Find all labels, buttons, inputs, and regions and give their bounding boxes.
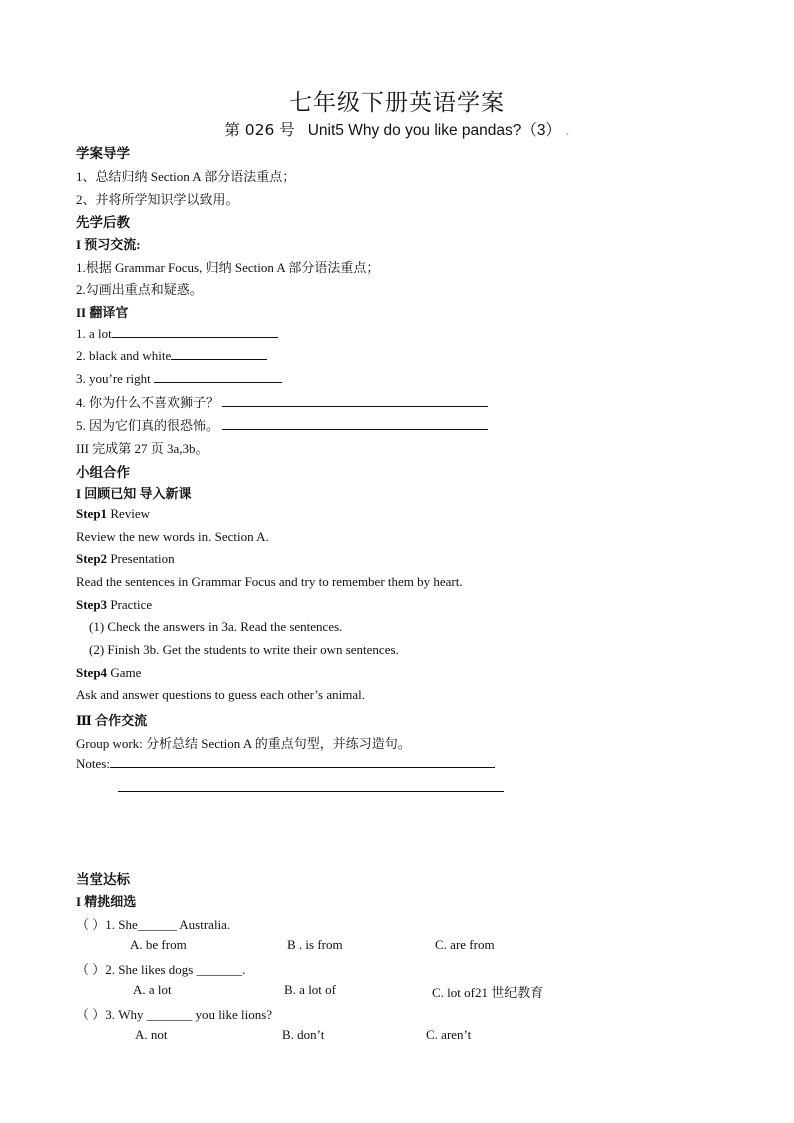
section-heading-group: 小组合作 <box>76 465 130 481</box>
unit-title: Unit5 Why do you like pandas?（3） <box>307 122 562 139</box>
step-label: Step4 <box>76 665 108 680</box>
guide-item-1: 1、总结归纳 Section A 部分语法重点； <box>76 169 296 184</box>
translate-item-2 <box>76 347 267 364</box>
question-2-stem: （ ）2. She likes dogs _______. <box>76 962 246 977</box>
pre-part1-heading: I 预习交流: <box>76 237 141 252</box>
answer-blank[interactable] <box>112 325 278 338</box>
step3-title <box>76 597 152 613</box>
q2-option-a[interactable]: A. a lot <box>133 982 172 997</box>
answer-blank[interactable] <box>171 347 267 360</box>
section-heading-pre: 先学后教 <box>76 215 130 231</box>
notes-blank[interactable] <box>118 779 504 792</box>
pre-part2-heading: II 翻译官 <box>76 305 129 320</box>
pre-part1-item-2: 2.勾画出重点和疑惑。 <box>76 282 203 297</box>
guide-item-2: 2、并将所学知识学以致用。 <box>76 192 239 207</box>
subtitle-mark: . <box>565 122 570 139</box>
q2-option-b[interactable]: B. a lot of <box>284 982 336 997</box>
step-label: Step2 <box>76 551 108 566</box>
step2-title <box>76 551 175 567</box>
step-label: Step1 <box>76 506 108 521</box>
section-heading-test: 当堂达标 <box>76 872 130 888</box>
q1-option-b[interactable]: B . is from <box>287 937 343 952</box>
step-name: Practice <box>110 597 153 612</box>
step1-title <box>76 506 150 522</box>
q3-option-a[interactable]: A. not <box>135 1027 168 1042</box>
notes-line <box>76 755 495 772</box>
q2-option-c[interactable]: C. lot of <box>432 985 475 1000</box>
group-part3-heading: Ⅲ 合作交流 <box>76 713 148 728</box>
step4-body: Ask and answer questions to guess each other’s animal. <box>76 687 365 702</box>
q1-option-a[interactable]: A. be from <box>130 937 187 952</box>
answer-blank[interactable] <box>222 394 488 407</box>
q1-option-c[interactable]: C. are from <box>435 937 495 952</box>
step-name: Review <box>110 506 151 521</box>
test-part1-heading: I 精挑细选 <box>76 894 137 909</box>
q2-option-c-row <box>432 982 543 1001</box>
group-work: Group work: 分析总结 Section A 的重点句型，并练习造句。 <box>76 736 411 751</box>
question-1-stem: （ ）1. She______ Australia. <box>76 917 231 932</box>
translate-item-4 <box>76 392 488 411</box>
translate-item-5 <box>76 415 488 434</box>
pre-part1-item-1: 1.根据 Grammar Focus, 归纳 Section A 部分语法重点； <box>76 260 380 275</box>
step4-title <box>76 665 141 681</box>
step1-body: Review the new words in. Section A. <box>76 529 269 544</box>
answer-blank[interactable] <box>154 370 282 383</box>
step2-body: Read the sentences in Grammar Focus and try to remember them by heart. <box>76 574 463 589</box>
translate-prompt: 5. 因为它们真的很恐怖。 <box>76 418 220 433</box>
lesson-number: 第 026 号 <box>224 121 295 139</box>
notes-label: Notes: <box>76 756 110 771</box>
step3-line-2: (2) Finish 3b. Get the students to write their own sentences. <box>89 642 399 657</box>
translate-prompt: 4. 你为什么不喜欢狮子？ <box>76 395 220 410</box>
pre-part3: III 完成第 27 页 3a,3b。 <box>76 441 209 456</box>
step-name: Presentation <box>110 551 175 566</box>
q3-option-c[interactable]: C. aren’t <box>426 1027 472 1042</box>
group-part1-heading: I 回顾已知 导入新课 <box>76 486 192 501</box>
section-heading-guide: 学案导学 <box>76 146 130 162</box>
notes-blank[interactable] <box>110 755 495 768</box>
notes-line-2 <box>118 779 504 796</box>
step-label: Step3 <box>76 597 108 612</box>
translate-prompt: 2. black and white <box>76 348 172 363</box>
step-name: Game <box>110 665 142 680</box>
step3-line-1: (1) Check the answers in 3a. Read the sentences. <box>89 619 343 634</box>
answer-blank[interactable] <box>222 417 488 430</box>
page-title: 七年级下册英语学案 <box>289 90 505 116</box>
translate-prompt: 3. you’re right <box>76 371 151 386</box>
watermark-text: 21 世纪教育 <box>474 985 544 1000</box>
q3-option-b[interactable]: B. don’t <box>282 1027 325 1042</box>
translate-item-1 <box>76 325 278 342</box>
translate-item-3 <box>76 370 282 387</box>
page-subtitle <box>0 118 794 140</box>
translate-prompt: 1. a lot <box>76 326 112 341</box>
question-3-stem: （ ）3. Why _______ you like lions? <box>76 1007 273 1022</box>
